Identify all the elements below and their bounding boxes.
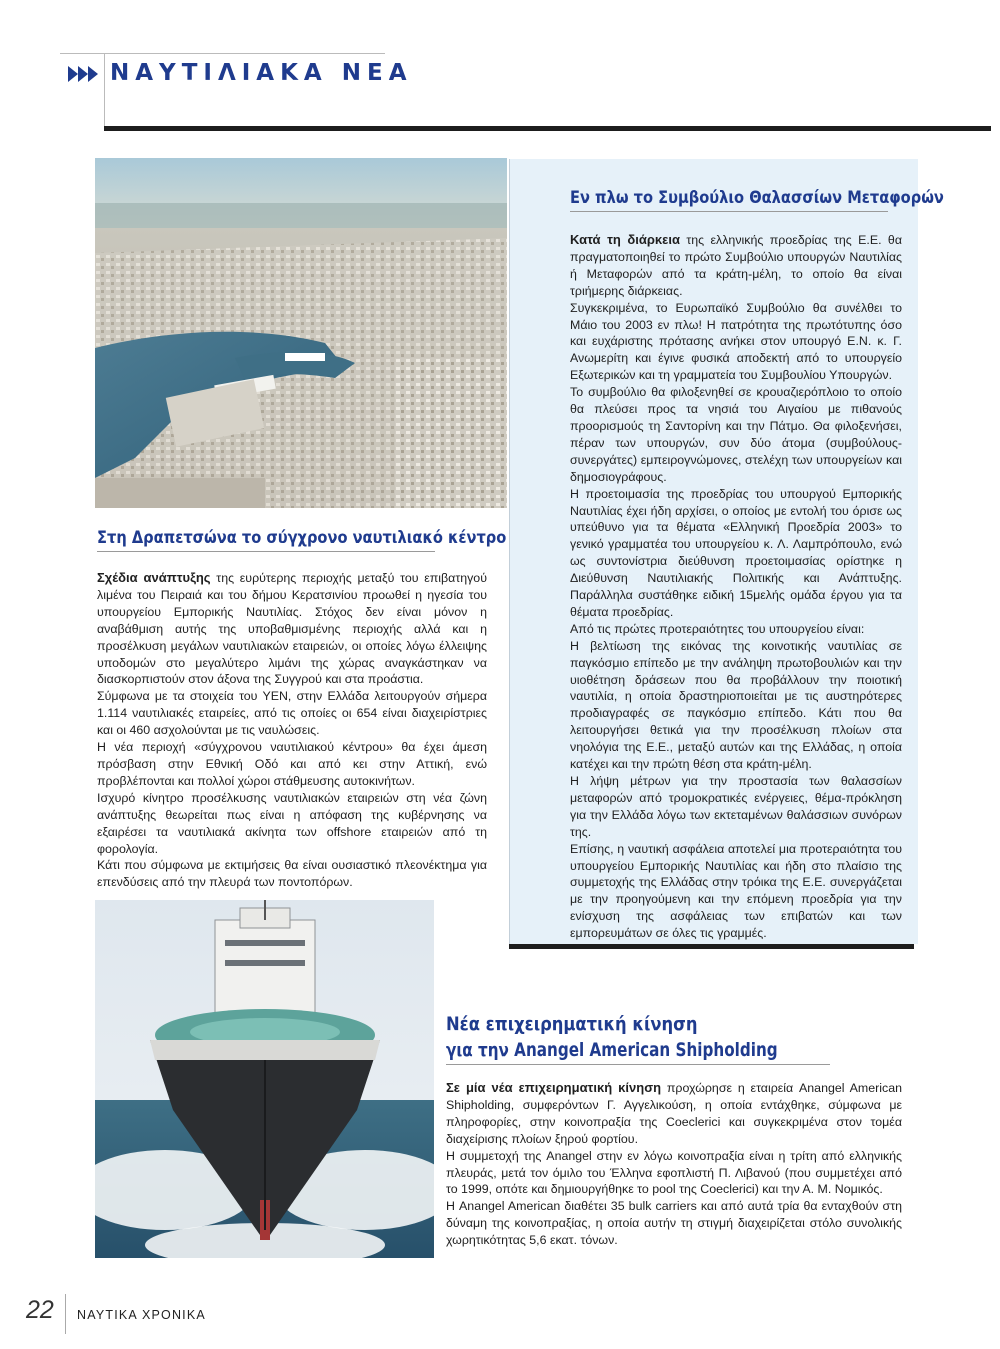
footer-divider	[65, 1294, 66, 1334]
paragraph: της ελληνικής προεδρίας της Ε.Ε. θα πραγματοποιηθεί το πρώτο Συμβούλιο υπουργών Ναυτιλίας ή Μεταφορών από τα κράτη-μέλη, το οποίο θα είναι τριήμερης διάρκειας.	[570, 233, 902, 298]
article-headline-drapetsona: Στη Δραπετσώνα το σύγχρονο ναυτιλιακό κέντρο	[97, 528, 507, 548]
article-headline-anangel-line2: για την Anangel American Shipholding	[446, 1039, 778, 1061]
paragraph: Ισχυρό κίνητρο προσέλκυσης ναυτιλιακών εταιρειών στη νέα ζώνη ανάπτυξης θεωρείται πως είναι η απόφαση της κυβέρνησης να εξαιρέσει τα ναυτιλιακά ακίνητα των offshore εταιρειών από τη φορολογία.	[97, 790, 487, 856]
paragraph: Η προετοιμασία της προεδρίας του υπουργού Εμπορικής Ναυτιλίας έχει ήδη αρχίσει, ο οποίος με εντολή του όρισε ως υπεύθυνο για τα θέματα «Ελληνική Προεδρία 2003» το γενικό γραμματέα του υπουργείου κ. Λ. Λαμπρόπουλο, ενώ ως συντονίστρια διεύθυνση προετοιμασίας ορίστηκε η Διεύθυνση Ναυτιλιακής Πολιτικής και Ανάπτυξης. Παράλληλα συστάθηκε ειδική 15μελής ομάδα έργου για τα θέματα προεδρίας.	[570, 486, 902, 619]
page-number: 22	[26, 1296, 54, 1324]
publication-name: ΝΑΥΤΙΚΑ ΧΡΟΝΙΚΑ	[77, 1308, 206, 1322]
article-body-anangel	[446, 1080, 902, 1249]
paragraph: Η συμμετοχή της Anangel στην εν λόγω κοινοπραξία είναι η τρίτη από ελληνικής πλευράς, μετά τον όμιλο του Έλληνα εφοπλιστή Π. Λιβανού (που συμμετέχει από το 1999, οπότε και δημιουργήθηκε το pool της Coeclerici) και την Α. Μ. Νομικός.	[446, 1148, 902, 1197]
panel-bottom-rule	[509, 944, 914, 949]
paragraph: Κάτι που σύμφωνα με εκτιμήσεις θα είναι ουσιαστικό πλεονέκτημα για επενδύσεις από την πλευρά των ποντοπόρων.	[97, 858, 487, 890]
port-aerial-photo	[95, 158, 507, 508]
paragraph: προχώρησε η εταιρεία Anangel American Shipholding, συμφερόντων Γ. Αγγελικούση, η οποία εντάχθηκε, σύμφωνα με πληροφορίες, στην κοινοπραξία της Coeclerici και συγκεκριμένα στον τομέα διαχείρισης πλοίων ξηρού φορτίου.	[446, 1081, 902, 1146]
paragraph: Από τις πρώτες προτεραιότητες του υπουργείου είναι:	[570, 621, 865, 636]
lead-phrase: Κατά τη διάρκεια	[570, 232, 680, 247]
paragraph: Η λήψη μέτρων για την προστασία των θαλασσίων μεταφορών από τρομοκρατικές ενέργειες, θέμα-πρόκληση για την Ελλάδα λόγω των εκτεταμένων θαλάσσιων συνόρων της.	[570, 774, 902, 839]
paragraph: Σύμφωνα με τα στοιχεία του ΥΕΝ, στην Ελλάδα λειτουργούν σήμερα 1.114 ναυτιλιακές εταιρείες, από τις οποίες οι 654 είναι διαχειρίστριες και οι 460 ασχολούνται με τις ναυλώσεις.	[97, 689, 487, 738]
paragraph: Η νέα περιοχή «σύγχρονου ναυτιλιακού κέντρου» θα έχει άμεση πρόσβαση στην Εθνική Οδό και από κει στην Αττική, ενώ προβλέπονται και πολλοί χώροι στάθμευσης αυτοκινήτων.	[97, 740, 487, 788]
paragraph: Συγκεκριμένα, το Ευρωπαϊκό Συμβούλιο θα συνέλθει το Μάιο του 2003 εν πλω! Η πατρότητα της πρωτότυπης όσο και ευχάριστης πρότασης ανήκει στον υπουργό Ε.Ν. κ. Γ. Ανωμερίτη και έγινε φυσικά αποδεκτή από το υπουργείο Εξωτερικών και τη γραμματεία του Συμβουλίου Υπουργών.	[570, 300, 902, 383]
article-headline-council: Εν πλω το Συμβούλιο Θαλασσίων Μεταφορών	[570, 188, 944, 208]
triple-arrow-icon	[66, 62, 106, 86]
article-headline-anangel-line1: Νέα επιχειρηματική κίνηση	[446, 1013, 698, 1035]
tanker-ship-photo	[95, 900, 434, 1258]
headline-underline	[97, 551, 435, 552]
header-top-rule	[60, 53, 385, 54]
article-body-drapetsona	[97, 570, 487, 891]
paragraph: Το συμβούλιο θα φιλοξενηθεί σε κρουαζιερόπλοιο το οποίο θα πλεύσει προς τα νησιά του Αιγαίου με πιθανούς προορισμούς τη Σαντορίνη και την Πάτμο. Θα φιλοξενήσει, πέραν των υπουργών, συν δύο άτομα (συμβούλους-συνεργάτες) εμπειρογνώμονες, στελέχη των υπουργείων και δημοσιογράφους.	[570, 385, 902, 484]
article-body-council	[570, 232, 902, 942]
headline-underline	[446, 1064, 830, 1065]
section-title: ΝΑΥΤΙΛΙΑΚΑ ΝΕΑ	[110, 60, 413, 86]
headline-underline	[570, 211, 888, 212]
paragraph: Η Anangel American διαθέτει 35 bulk carriers και από αυτά τρία θα ενταχθούν στη δύναμη της κοινοπραξίας, η οποία αυτήν τη στιγμή διαχειρίζεται στόλο συνολικής χωρητικότητας 5,6 εκατ. τόνων.	[446, 1199, 902, 1248]
paragraph: της ευρύτερης περιοχής μεταξύ του επιβατηγού λιμένα του Πειραιά και του δήμου Κερατσινίου προωθεί η ηγεσία του υπουργείου Εμπορικής Ναυτιλίας. Στόχος δεν είναι μόνον η αναβάθμιση αυτής της υποβαθμισμένης περιοχής αλλά και η προσέλκυση μεγάλων ναυτιλιακών εταιρειών, οι οποίες λόγω έλλειψης υποδομών στο μεγαλύτερο λιμάνι της χώρας αναγκάστηκαν να διασκορπιστούν στον άξονα της Συγγρού και στα προάστια.	[97, 571, 487, 687]
header-rule	[104, 126, 991, 131]
paragraph: Επίσης, η ναυτική ασφάλεια αποτελεί μια προτεραιότητα του υπουργείου Εμπορικής Ναυτιλίας και ήδη στο πλαίσιο της συμμετοχής της Ελλάδας στην τρόικα της Ε.Ε. συνεργάζεται με την προηγούμενη και την επόμενη προεδρία για την ενίσχυση της ασφάλειας των επιβατών και των εμπορευμάτων σε όλες τις γραμμές.	[570, 841, 902, 941]
lead-phrase: Σχέδια ανάπτυξης	[97, 570, 211, 585]
paragraph: Η βελτίωση της εικόνας της κοινοτικής ναυτιλίας σε παγκόσμιο επίπεδο με την ανάληψη πρωτοβουλιών και την υιοθέτηση δράσεων που θα προβάλλουν την ποιοτική ναυτιλία, η οποία δραστηριοποιείται με τις αυστηρότερες προδιαγραφές σε παγκόσμιο επίπεδο. Κάτι που θα λειτουργήσει θετικά για την προσέλκυση πλοίων στα νηολόγια της Ε.Ε., μεταξύ αυτών και της Ελλάδας, η οποία κατέχει και την πρώτη θέση στα κράτη-μέλη.	[570, 638, 902, 772]
lead-phrase: Σε μία νέα επιχειρηματική κίνηση	[446, 1080, 662, 1095]
